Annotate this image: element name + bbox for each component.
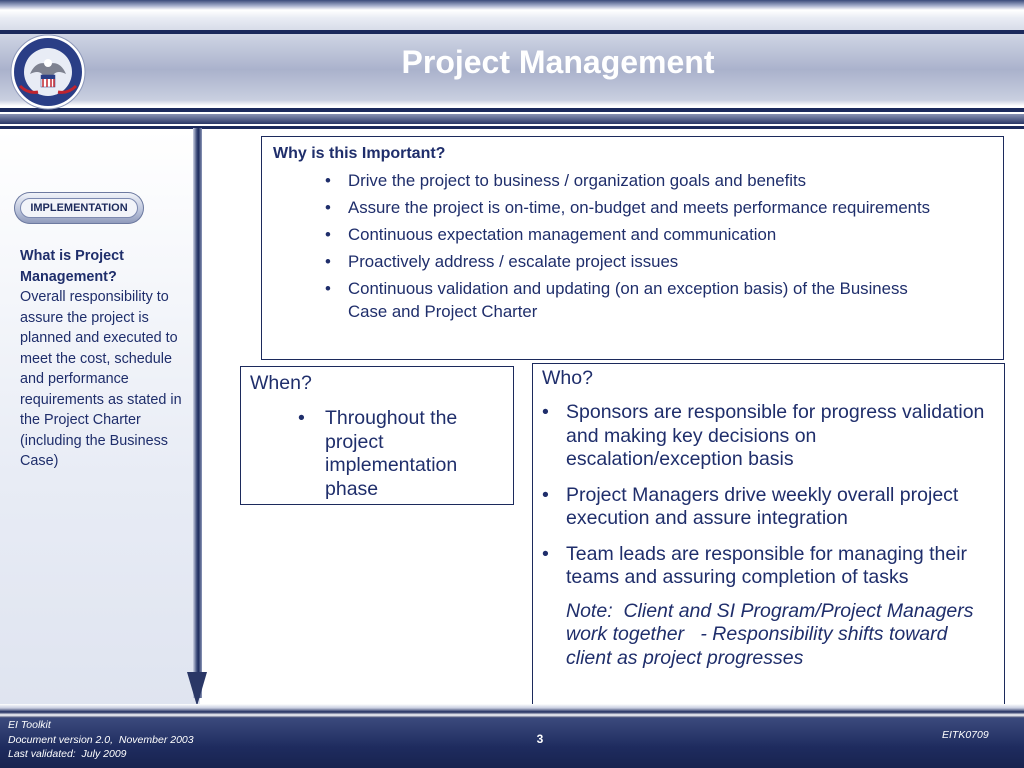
list-item: • Throughout the project implementation phase (325, 407, 495, 501)
list-item: • Drive the project to business / organization goals and benefits (348, 169, 948, 192)
why-heading: Why is this Important? (273, 145, 446, 162)
list-item: • Project Managers drive weekly overall project execution and assure integration (566, 484, 996, 531)
header-stripe (0, 126, 1024, 129)
list-item: • Team leads are responsible for managing their teams and assuring completion of tasks (566, 543, 996, 590)
when-list (325, 407, 513, 501)
why-important-box (261, 136, 1004, 360)
when-box (240, 366, 514, 505)
footer-version: Document version 2.0, November 2003 (8, 733, 194, 746)
footer-doc-code: EITK0709 (942, 729, 989, 741)
header-stripe (0, 108, 1024, 112)
definition-text (20, 246, 190, 472)
who-heading: Who? (542, 367, 593, 389)
list-item: • Continuous validation and updating (on an exception basis) of the Business Case and Project Charter (348, 277, 948, 323)
phase-badge (14, 192, 144, 224)
definition-question: What is Project Management? (20, 248, 124, 285)
header-stripe (0, 30, 1024, 34)
list-item: • Sponsors are responsible for progress validation and making key decisions on escalation/exception basis (566, 401, 996, 472)
who-note: Note: Client and SI Program/Project Managers work together - Responsibility shifts toward client as project progresses (566, 599, 979, 669)
footer-validated: Last validated: July 2009 (8, 748, 127, 760)
down-arrow-icon (187, 672, 207, 706)
who-list (566, 401, 1004, 590)
why-list (348, 169, 1003, 323)
footer-toolkit: EI Toolkit (8, 719, 51, 731)
list-item: • Proactively address / escalate project issues (348, 250, 948, 273)
list-item: • Continuous expectation management and communication (348, 223, 948, 246)
phase-badge-label: IMPLEMENTATION (20, 198, 137, 218)
footer-document-info (8, 718, 194, 762)
who-box (532, 363, 1005, 706)
vertical-divider (193, 128, 202, 698)
page-number: 3 (536, 732, 544, 746)
when-heading: When? (250, 372, 312, 394)
definition-answer: Overall responsibility to assure the project is planned and executed to meet the cost, schedule and performance requirements as stated in the Project Charter (including the Business Case) (20, 289, 182, 469)
list-item: • Assure the project is on-time, on-budget and meets performance requirements (348, 196, 948, 219)
header-stripe (0, 114, 1024, 124)
page-title: Project Management (401, 44, 715, 80)
